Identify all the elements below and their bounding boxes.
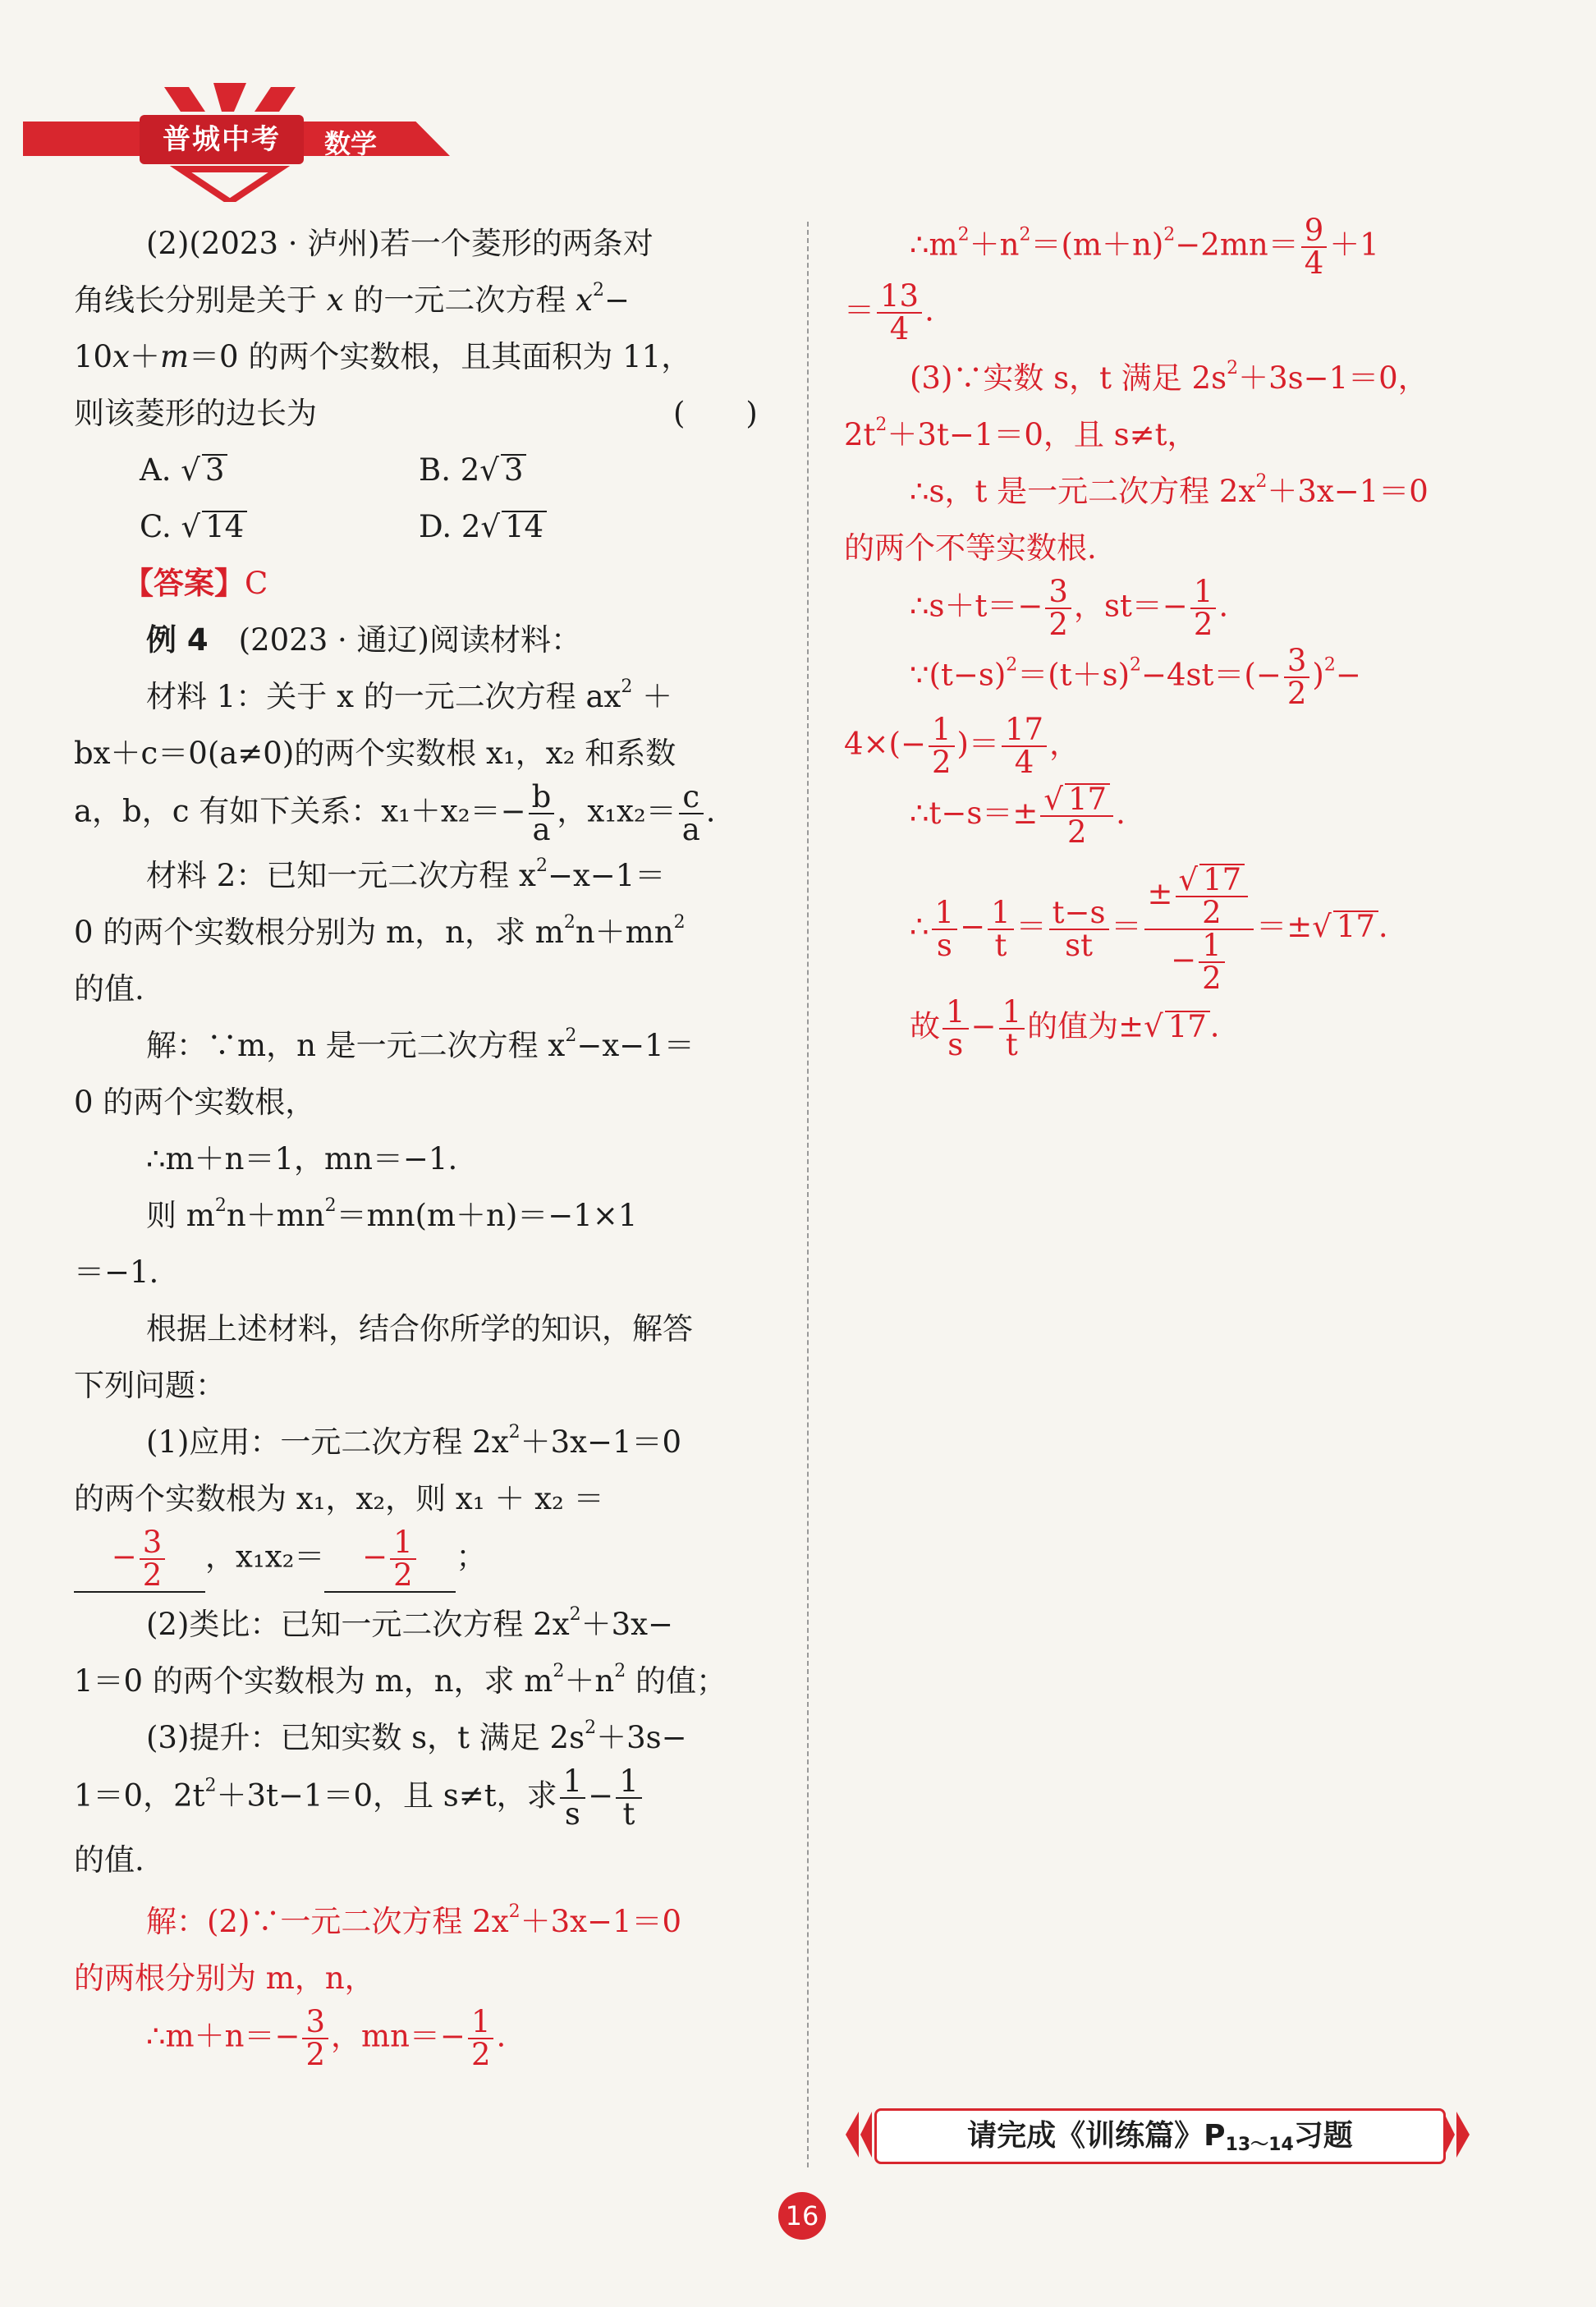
- solution-line: ∴ $\frac{1}{s}$ − $\frac{1}{t}$ ＝ $\frac{t-s}{st}$ ＝ ± $\frac{√ 17}{2}$ − $\frac{1}{2}$ ＝±√ 17 .: [910, 862, 1388, 996]
- options-row: [140, 442, 778, 498]
- example-tag: 例 4: [146, 622, 209, 658]
- left-column: [74, 215, 778, 2075]
- solution-line: ∴m＋n＝− $\frac{3}{2}$ ，mn＝− $\frac{1}{2}$ .: [146, 2004, 507, 2072]
- right-arrow-icon: [1456, 2112, 1470, 2158]
- column-divider: [807, 222, 809, 2167]
- answer-line: [123, 555, 778, 612]
- solution-line: 的两根分别为 m，n，: [74, 1961, 375, 1996]
- option-a: A. √ 3: [140, 442, 419, 498]
- text-line: a，b，c 有如下关系：x₁＋x₂＝− $\frac{b}{a}$ ，x₁x₂＝ $\frac{c}{a}$ .: [74, 779, 716, 847]
- text-line: 下列问题：: [74, 1368, 226, 1403]
- solution-line: 解：(2)∵一元二次方程 $2x^2+3x-1=0$: [146, 1901, 682, 1939]
- text-line: ＝−1.: [74, 1254, 159, 1290]
- answer-tag: 【答案】: [123, 566, 245, 601]
- option-d: D. 2√ 14: [419, 498, 698, 555]
- answer-paren: ( ): [673, 396, 758, 431]
- solution-line: $2t^2+3t-1=0$，且 s≠t，: [844, 415, 1198, 452]
- text-line: (3)提升：已知实数 s，t 满足 $2s^2+3s-$: [146, 1718, 687, 1755]
- right-arrow-icon: [1443, 2112, 1455, 2158]
- text-line: 0 的两个实数根，: [74, 1085, 316, 1120]
- text-line: 的值.: [74, 1842, 144, 1878]
- option-c: C. √ 14: [140, 498, 419, 555]
- logo-text: 普城中考: [140, 115, 304, 164]
- text-line: 的两个实数根为 x₁，x₂，则 x₁ ＋ x₂ ＝: [74, 1481, 604, 1516]
- practice-reference-label: 请完成《训练篇》$P_{13\sim 14}$习题: [874, 2108, 1446, 2164]
- blank-x1-plus-x2: − $\frac{3}{2}$: [74, 1527, 205, 1593]
- solution-line: ∴s＋t＝− $\frac{3}{2}$ ，st＝− $\frac{1}{2}$ .: [910, 574, 1229, 642]
- solution-line: ∴s，t 是一元二次方程 $2x^2+3x-1=0$: [910, 471, 1429, 509]
- page-number: 16: [778, 2192, 826, 2240]
- practice-reference: [846, 2108, 1470, 2163]
- text-line: 则该菱形的边长为 ( ): [74, 385, 778, 442]
- text-line: 的值.: [74, 971, 144, 1007]
- compound-fraction: ± $\frac{√ 17}{2}$ − $\frac{1}{2}$: [1144, 864, 1254, 994]
- text-line: (2)(2023 · 泸州)若一个菱形的两条对: [146, 226, 654, 261]
- answer-value: C: [245, 566, 268, 601]
- text-line: ∴m＋n＝1，mn＝−1.: [146, 1141, 458, 1176]
- text-line: 根据上述材料，结合你所学的知识，解答: [146, 1311, 693, 1346]
- right-column: [844, 215, 1493, 1066]
- blank-x1-times-x2: − $\frac{1}{2}$: [324, 1527, 456, 1593]
- solution-line: 故 $\frac{1}{s}$ − $\frac{1}{t}$ 的值为±√ 17 .: [910, 994, 1220, 1062]
- text-line: 则 $m^2n+mn^2=mn(m+n)=-1\times 1$: [146, 1195, 638, 1233]
- text-line: bx＋c＝0(a≠0)的两个实数根 x₁，x₂ 和系数: [74, 736, 676, 771]
- solution-line: ＝ $\frac{13}{4}$ .: [844, 278, 934, 346]
- text-line: 材料 1：关于 x 的一元二次方程 $ax^2$ ＋: [146, 677, 673, 714]
- solution-line: $\because(t-s)^2=(t+s)^2-4st=(-$ $\frac{3}{2}$ )$^2$−: [910, 643, 1361, 711]
- text-line: 10x＋m＝0 的两个实数根，且其面积为 11，: [74, 339, 692, 374]
- solution-line: ∴t−s＝± $\frac{√ 17}{2}$ .: [910, 782, 1126, 850]
- left-arrow-icon: [846, 2112, 859, 2158]
- text-line: 0 的两个实数根分别为 m，n，求 $m^2n+mn^2$: [74, 912, 686, 950]
- subject-label: 数学: [324, 128, 378, 159]
- solution-line: (3)∵实数 s，t 满足 $2s^2+3s-1=0$，: [910, 358, 1429, 396]
- solution-line: 的两个不等实数根.: [844, 530, 1097, 566]
- text-line: (2)类比：已知一元二次方程 $2x^2+3x-$: [146, 1604, 674, 1642]
- solution-line: $\therefore m^2+n^2=(m+n)^2-2mn=$ $\frac{9}{4}$ ＋1: [910, 213, 1379, 281]
- options-row: [140, 498, 778, 555]
- text-line: 1＝0，$2t^2+3t-1=0$，且 s≠t，求 $\frac{1}{s}$ − $\frac{1}{t}$: [74, 1766, 778, 1832]
- text-line: 解：∵m，n 是一元二次方程 $x^2-x-1=$: [146, 1025, 695, 1063]
- text-line: 1＝0 的两个实数根为 m，n，求 $m^2+n^2$ 的值；: [74, 1661, 727, 1699]
- text-line: (1)应用：一元二次方程 $2x^2+3x-1=0$: [146, 1422, 682, 1460]
- text-line: 角线长分别是关于 x 的一元二次方程 $x^2-$: [74, 280, 631, 318]
- example-header: 例 4 (2023 · 通辽)阅读材料：: [146, 622, 581, 658]
- left-arrow-icon: [860, 2112, 872, 2158]
- solution-line: 4×(− $\frac{1}{2}$ )＝ $\frac{17}{4}$ ，: [844, 712, 1080, 780]
- fill-blank-line: − $\frac{3}{2}$ ，x₁x₂＝ − $\frac{1}{2}$ ；: [74, 1527, 778, 1596]
- option-b: B. 2√ 3: [419, 442, 698, 498]
- text-line: 材料 2：已知一元二次方程 $x^2-x-1=$: [146, 855, 666, 893]
